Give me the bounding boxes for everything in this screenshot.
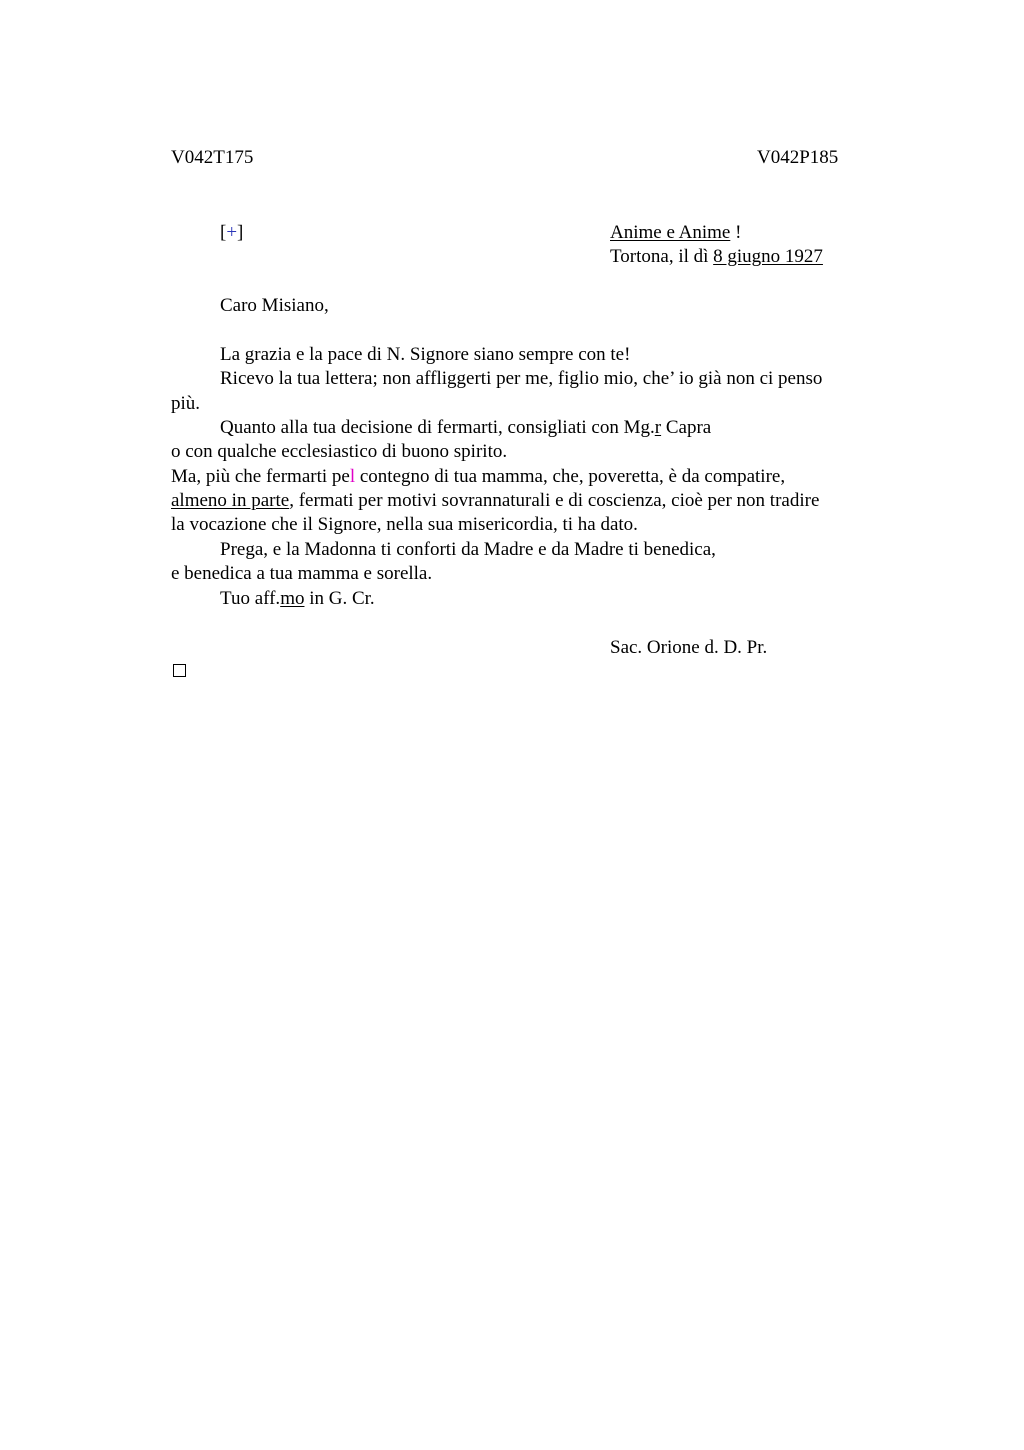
body-line-5: o con qualche ecclesiastico di buono spirito. <box>171 441 508 462</box>
highlighted-letter: l <box>349 466 356 487</box>
end-marker-box-icon <box>173 664 186 677</box>
plus-icon: + <box>226 222 238 243</box>
body-line-2: Ricevo la tua lettera; non affliggerti per me, figlio mio, che’ io già non ci penso <box>220 368 823 389</box>
body-line-3: più. <box>171 393 201 414</box>
body-line-10: e benedica a tua mamma e sorella. <box>171 563 433 584</box>
body-line-1: La grazia e la pace di N. Signore siano sempre con te! <box>220 344 631 365</box>
body-line-6: Ma, più che fermarti pel contegno di tua mamma, che, poveretta, è da compatire, <box>171 466 786 487</box>
left-reference-code: V042T175 <box>171 147 254 168</box>
salutation: Caro Misiano, <box>220 295 329 316</box>
body-line-4: Quanto alla tua decisione di fermarti, consigliati con Mg.r Capra <box>220 417 712 438</box>
cross-mark: [+] <box>220 222 244 243</box>
body-line-9: Prega, e la Madonna ti conforti da Madre e da Madre ti benedica, <box>220 539 716 560</box>
closing-line: Tuo aff.mo in G. Cr. <box>220 588 375 609</box>
place-date: Tortona, il dì 8 giugno 1927 <box>610 246 823 267</box>
motto: Anime e Anime ! <box>610 222 742 243</box>
right-reference-code: V042P185 <box>757 147 839 168</box>
body-line-8: la vocazione che il Signore, nella sua misericordia, ti ha dato. <box>171 514 638 535</box>
letter-date: 8 giugno 1927 <box>713 246 823 267</box>
signature: Sac. Orione d. D. Pr. <box>610 637 768 658</box>
body-line-7: almeno in parte, fermati per motivi sovrannaturali e di coscienza, cioè per non tradire <box>171 490 820 511</box>
